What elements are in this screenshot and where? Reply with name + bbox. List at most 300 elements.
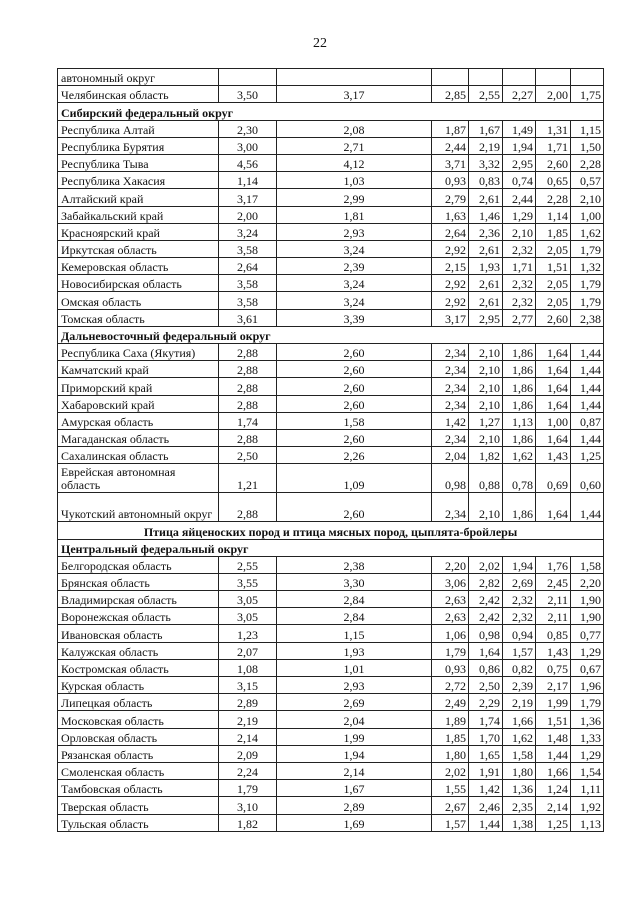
coefficient-value: 1,80: [503, 762, 536, 779]
coefficient-value: 2,28: [536, 189, 571, 206]
coefficient-value: 2,60: [277, 429, 432, 446]
coefficient-value: 2,42: [469, 591, 503, 608]
coefficient-value: 1,65: [469, 745, 503, 762]
coefficient-value: 2,93: [277, 223, 432, 240]
coefficient-value: 1,29: [503, 206, 536, 223]
coefficient-value: 1,94: [503, 556, 536, 573]
coefficient-value: 1,15: [277, 625, 432, 642]
coefficient-value: 1,90: [571, 608, 604, 625]
table-row: [58, 189, 604, 206]
federal-district-heading-row: [58, 326, 604, 343]
coefficient-value: 1,79: [432, 642, 469, 659]
table-row: [58, 309, 604, 326]
coefficient-value: 1,94: [503, 137, 536, 154]
coefficient-value: 2,93: [277, 677, 432, 694]
coefficient-value: 2,35: [503, 797, 536, 814]
coefficient-value: 1,33: [571, 728, 604, 745]
table-row: [58, 412, 604, 429]
coefficient-value: 3,15: [219, 677, 277, 694]
coefficient-value: 0,57: [571, 172, 604, 189]
coefficient-value: 2,14: [219, 728, 277, 745]
coefficient-value: 2,10: [469, 493, 503, 522]
coefficient-value: 2,61: [469, 292, 503, 309]
coefficient-value: [277, 69, 432, 86]
region-name: Республика Саха (Якутия): [58, 344, 219, 361]
coefficient-value: 1,93: [469, 258, 503, 275]
coefficient-value: 1,62: [571, 223, 604, 240]
coefficient-value: 1,96: [571, 677, 604, 694]
coefficient-value: 2,39: [503, 677, 536, 694]
coefficient-value: 3,50: [219, 86, 277, 103]
region-name: Республика Бурятия: [58, 137, 219, 154]
region-name: Тамбовская область: [58, 780, 219, 797]
coefficient-value: 1,25: [536, 814, 571, 831]
coefficient-value: 3,39: [277, 309, 432, 326]
coefficient-value: 1,76: [536, 556, 571, 573]
coefficient-value: 1,74: [469, 711, 503, 728]
coefficient-value: 1,09: [277, 464, 432, 493]
coefficient-value: 2,72: [432, 677, 469, 694]
poultry-category-heading: Птица яйценоских пород и птица мясных пород, цыплята-бройлеры: [58, 522, 604, 539]
coefficient-value: 1,80: [432, 745, 469, 762]
table-row: [58, 69, 604, 86]
coefficient-value: 3,24: [277, 292, 432, 309]
coefficient-value: 1,25: [571, 447, 604, 464]
coefficient-value: 1,64: [536, 493, 571, 522]
federal-district-heading: Дальневосточный федеральный округ: [58, 326, 604, 343]
coefficient-value: 2,77: [503, 309, 536, 326]
coefficient-value: 1,13: [503, 412, 536, 429]
table-row: [58, 694, 604, 711]
coefficient-value: 1,79: [219, 780, 277, 797]
coefficient-value: 2,88: [219, 344, 277, 361]
coefficient-value: 2,02: [432, 762, 469, 779]
coefficient-value: 0,86: [469, 659, 503, 676]
coefficient-value: 1,71: [536, 137, 571, 154]
coefficient-value: 1,82: [469, 447, 503, 464]
coefficient-value: 1,29: [571, 642, 604, 659]
coefficient-value: 2,05: [536, 240, 571, 257]
coefficient-value: 2,04: [277, 711, 432, 728]
coefficient-value: 1,79: [571, 292, 604, 309]
coefficient-value: 2,88: [219, 429, 277, 446]
coefficient-value: 3,24: [277, 240, 432, 257]
region-name: Республика Хакасия: [58, 172, 219, 189]
coefficient-value: 0,85: [536, 625, 571, 642]
coefficient-value: 1,44: [571, 378, 604, 395]
coefficient-value: 2,49: [432, 694, 469, 711]
coefficient-value: 2,32: [503, 275, 536, 292]
table-row: [58, 275, 604, 292]
coefficient-value: 0,94: [503, 625, 536, 642]
coefficient-value: 0,98: [432, 464, 469, 493]
coefficient-value: 1,01: [277, 659, 432, 676]
coefficient-value: 2,11: [536, 608, 571, 625]
coefficient-value: 2,92: [432, 292, 469, 309]
coefficient-value: 2,63: [432, 608, 469, 625]
coefficient-value: 2,10: [469, 429, 503, 446]
region-name: Челябинская область: [58, 86, 219, 103]
coefficient-value: 1,55: [432, 780, 469, 797]
region-name: Кемеровская область: [58, 258, 219, 275]
table-row: [58, 240, 604, 257]
coefficient-value: 1,62: [503, 728, 536, 745]
coefficient-value: 3,71: [432, 154, 469, 171]
coefficient-value: 2,60: [536, 309, 571, 326]
coefficient-value: 2,17: [536, 677, 571, 694]
coefficient-value: 1,67: [469, 120, 503, 137]
coefficient-value: 2,61: [469, 275, 503, 292]
coefficient-value: 1,99: [277, 728, 432, 745]
coefficient-value: 1,51: [536, 258, 571, 275]
coefficient-value: 1,15: [571, 120, 604, 137]
coefficient-value: 1,08: [219, 659, 277, 676]
coefficient-value: 2,20: [432, 556, 469, 573]
coefficient-value: 2,89: [219, 694, 277, 711]
table-row: [58, 762, 604, 779]
coefficient-value: 1,58: [277, 412, 432, 429]
table-row: [58, 711, 604, 728]
coefficient-value: 1,86: [503, 361, 536, 378]
poultry-category-heading-row: [58, 522, 604, 539]
coefficient-value: 1,31: [536, 120, 571, 137]
coefficient-value: 0,74: [503, 172, 536, 189]
coefficient-value: 1,85: [432, 728, 469, 745]
coefficient-value: 2,34: [432, 378, 469, 395]
coefficient-value: 2,82: [469, 573, 503, 590]
coefficient-value: 2,88: [219, 378, 277, 395]
table-row: [58, 86, 604, 103]
coefficient-value: 2,36: [469, 223, 503, 240]
coefficient-value: 1,93: [277, 642, 432, 659]
coefficient-value: 1,29: [571, 745, 604, 762]
table-row: [58, 395, 604, 412]
coefficient-value: 2,44: [432, 137, 469, 154]
region-name: Тульская область: [58, 814, 219, 831]
coefficient-value: 3,58: [219, 292, 277, 309]
coefficient-value: 1,32: [571, 258, 604, 275]
coefficient-value: 2,45: [536, 573, 571, 590]
table-row: [58, 447, 604, 464]
coefficient-value: 1,44: [571, 344, 604, 361]
region-name: Республика Алтай: [58, 120, 219, 137]
coefficient-value: 1,79: [571, 240, 604, 257]
coefficient-value: 0,60: [571, 464, 604, 493]
coefficient-value: 2,32: [503, 591, 536, 608]
coefficient-value: 2,50: [469, 677, 503, 694]
region-name: Московская область: [58, 711, 219, 728]
coefficient-value: 0,93: [432, 659, 469, 676]
coefficient-value: 1,48: [536, 728, 571, 745]
region-name: Рязанская область: [58, 745, 219, 762]
table-row: [58, 591, 604, 608]
coefficient-value: 1,64: [536, 429, 571, 446]
table-row: [58, 493, 604, 522]
coefficient-value: 1,86: [503, 395, 536, 412]
coefficients-table: [57, 68, 604, 832]
region-name: Липецкая область: [58, 694, 219, 711]
region-name: Курская область: [58, 677, 219, 694]
coefficient-value: 2,60: [277, 395, 432, 412]
table-row: [58, 137, 604, 154]
region-name: Еврейская автономная область: [58, 464, 219, 493]
coefficient-value: 1,44: [469, 814, 503, 831]
coefficient-value: 1,99: [536, 694, 571, 711]
coefficient-value: 2,27: [503, 86, 536, 103]
coefficient-value: 4,56: [219, 154, 277, 171]
coefficient-value: 0,93: [432, 172, 469, 189]
region-name: Республика Тыва: [58, 154, 219, 171]
table-row: [58, 625, 604, 642]
coefficient-value: 0,87: [571, 412, 604, 429]
coefficient-value: 1,64: [536, 378, 571, 395]
coefficient-value: 2,26: [277, 447, 432, 464]
coefficient-value: 2,34: [432, 395, 469, 412]
coefficient-value: 1,86: [503, 378, 536, 395]
coefficient-value: 2,24: [219, 762, 277, 779]
coefficient-value: 1,51: [536, 711, 571, 728]
table-row: [58, 361, 604, 378]
coefficient-value: 0,83: [469, 172, 503, 189]
coefficient-value: 3,55: [219, 573, 277, 590]
federal-district-heading: Центральный федеральный округ: [58, 539, 604, 556]
coefficient-value: 2,20: [571, 573, 604, 590]
coefficient-value: 2,39: [277, 258, 432, 275]
coefficient-value: 3,00: [219, 137, 277, 154]
table-row: [58, 728, 604, 745]
coefficient-value: 3,30: [277, 573, 432, 590]
coefficient-value: 3,06: [432, 573, 469, 590]
coefficient-value: 1,43: [536, 642, 571, 659]
table-row: [58, 258, 604, 275]
coefficient-value: 2,32: [503, 292, 536, 309]
region-name: Томская область: [58, 309, 219, 326]
coefficient-value: 2,00: [219, 206, 277, 223]
coefficient-value: 2,61: [469, 240, 503, 257]
coefficient-value: 1,86: [503, 429, 536, 446]
region-name: Брянская область: [58, 573, 219, 590]
coefficient-value: 1,86: [503, 493, 536, 522]
coefficient-value: 1,94: [277, 745, 432, 762]
coefficient-value: 2,50: [219, 447, 277, 464]
coefficient-value: 1,91: [469, 762, 503, 779]
coefficient-value: 1,70: [469, 728, 503, 745]
coefficient-value: 1,64: [469, 642, 503, 659]
region-name: Смоленская область: [58, 762, 219, 779]
coefficient-value: 1,36: [571, 711, 604, 728]
coefficient-value: 2,85: [432, 86, 469, 103]
region-name: Приморский край: [58, 378, 219, 395]
coefficient-value: 1,44: [571, 395, 604, 412]
coefficient-value: 2,34: [432, 361, 469, 378]
table-row: [58, 745, 604, 762]
coefficient-value: 0,78: [503, 464, 536, 493]
coefficient-value: 2,88: [219, 395, 277, 412]
coefficient-value: 2,60: [536, 154, 571, 171]
coefficient-value: 1,06: [432, 625, 469, 642]
coefficient-value: 3,32: [469, 154, 503, 171]
coefficient-value: 2,44: [503, 189, 536, 206]
table-row: [58, 797, 604, 814]
coefficient-value: 0,65: [536, 172, 571, 189]
coefficient-value: 1,23: [219, 625, 277, 642]
coefficient-value: 1,14: [536, 206, 571, 223]
coefficient-value: 2,19: [219, 711, 277, 728]
table-row: [58, 814, 604, 831]
coefficient-value: 1,58: [571, 556, 604, 573]
region-name: Новосибирская область: [58, 275, 219, 292]
coefficient-value: 2,55: [219, 556, 277, 573]
coefficient-value: 1,86: [503, 344, 536, 361]
coefficient-value: 1,81: [277, 206, 432, 223]
region-name: Тверская область: [58, 797, 219, 814]
coefficient-value: 1,90: [571, 591, 604, 608]
table-row: [58, 172, 604, 189]
region-name: Хабаровский край: [58, 395, 219, 412]
coefficient-value: 1,64: [536, 344, 571, 361]
region-name: Красноярский край: [58, 223, 219, 240]
coefficient-value: 2,71: [277, 137, 432, 154]
coefficient-value: 2,38: [277, 556, 432, 573]
coefficient-value: [219, 69, 277, 86]
coefficient-value: 2,34: [432, 429, 469, 446]
coefficient-value: 2,60: [277, 378, 432, 395]
coefficient-value: 2,19: [469, 137, 503, 154]
coefficient-value: 2,60: [277, 361, 432, 378]
coefficient-value: 1,63: [432, 206, 469, 223]
coefficient-value: 0,98: [469, 625, 503, 642]
coefficient-value: 1,74: [219, 412, 277, 429]
coefficient-value: 2,95: [469, 309, 503, 326]
table-row: [58, 154, 604, 171]
coefficient-value: 2,92: [432, 275, 469, 292]
table-row: [58, 344, 604, 361]
coefficient-value: 2,28: [571, 154, 604, 171]
table-body: [58, 69, 604, 832]
coefficient-value: 2,88: [219, 493, 277, 522]
coefficient-value: 1,92: [571, 797, 604, 814]
coefficient-value: 2,42: [469, 608, 503, 625]
coefficient-value: 1,64: [536, 395, 571, 412]
coefficient-value: 1,38: [503, 814, 536, 831]
federal-district-heading-row: [58, 103, 604, 120]
coefficient-value: 2,10: [469, 395, 503, 412]
coefficient-value: 2,69: [277, 694, 432, 711]
coefficient-value: 1,66: [536, 762, 571, 779]
coefficient-value: 1,54: [571, 762, 604, 779]
federal-district-heading-row: [58, 539, 604, 556]
coefficient-value: 1,13: [571, 814, 604, 831]
coefficient-value: 2,15: [432, 258, 469, 275]
region-name: Владимирская область: [58, 591, 219, 608]
coefficient-value: 2,10: [469, 344, 503, 361]
table-row: [58, 677, 604, 694]
coefficient-value: 2,89: [277, 797, 432, 814]
table-row: [58, 464, 604, 493]
coefficient-value: 1,00: [536, 412, 571, 429]
coefficient-value: 1,11: [571, 780, 604, 797]
coefficient-value: 4,12: [277, 154, 432, 171]
table-row: [58, 429, 604, 446]
coefficient-value: 3,05: [219, 591, 277, 608]
coefficient-value: 2,07: [219, 642, 277, 659]
coefficient-value: 1,03: [277, 172, 432, 189]
coefficient-value: 2,60: [277, 493, 432, 522]
coefficient-value: 2,84: [277, 591, 432, 608]
coefficient-value: 3,58: [219, 275, 277, 292]
coefficient-value: 0,82: [503, 659, 536, 676]
coefficient-value: 1,79: [571, 275, 604, 292]
coefficient-value: 2,14: [536, 797, 571, 814]
coefficient-value: 1,58: [503, 745, 536, 762]
coefficient-value: 1,69: [277, 814, 432, 831]
region-name: Магаданская область: [58, 429, 219, 446]
region-name: Омская область: [58, 292, 219, 309]
coefficient-value: 1,42: [469, 780, 503, 797]
coefficient-value: 1,89: [432, 711, 469, 728]
coefficient-value: 2,10: [469, 378, 503, 395]
coefficient-value: 1,00: [571, 206, 604, 223]
coefficient-value: 1,62: [503, 447, 536, 464]
coefficient-value: [536, 69, 571, 86]
coefficient-value: 0,75: [536, 659, 571, 676]
coefficient-value: 1,66: [503, 711, 536, 728]
coefficient-value: 2,60: [277, 344, 432, 361]
coefficient-value: [432, 69, 469, 86]
coefficient-value: 1,57: [503, 642, 536, 659]
coefficient-value: 1,64: [536, 361, 571, 378]
coefficient-value: 1,44: [571, 361, 604, 378]
coefficient-value: 0,67: [571, 659, 604, 676]
federal-district-heading: Сибирский федеральный округ: [58, 103, 604, 120]
coefficient-value: 0,88: [469, 464, 503, 493]
coefficient-value: 2,95: [503, 154, 536, 171]
coefficient-value: 1,27: [469, 412, 503, 429]
coefficient-value: 2,02: [469, 556, 503, 573]
coefficient-value: 2,10: [469, 361, 503, 378]
coefficient-value: 2,69: [503, 573, 536, 590]
coefficient-value: 0,77: [571, 625, 604, 642]
coefficient-value: 1,36: [503, 780, 536, 797]
coefficient-value: 2,14: [277, 762, 432, 779]
coefficient-value: 3,58: [219, 240, 277, 257]
coefficient-value: 3,24: [219, 223, 277, 240]
coefficient-value: 2,19: [503, 694, 536, 711]
coefficient-value: 2,67: [432, 797, 469, 814]
coefficient-value: 1,82: [219, 814, 277, 831]
coefficient-value: 1,79: [571, 694, 604, 711]
coefficient-value: 3,17: [277, 86, 432, 103]
coefficient-value: 2,08: [277, 120, 432, 137]
table-row: [58, 642, 604, 659]
coefficient-value: 2,63: [432, 591, 469, 608]
coefficient-value: [503, 69, 536, 86]
coefficient-value: 3,17: [432, 309, 469, 326]
region-name: Белгородская область: [58, 556, 219, 573]
coefficient-value: 3,24: [277, 275, 432, 292]
table-row: [58, 556, 604, 573]
coefficient-value: 2,64: [432, 223, 469, 240]
region-name: Воронежская область: [58, 608, 219, 625]
coefficient-value: 1,43: [536, 447, 571, 464]
region-name: Сахалинская область: [58, 447, 219, 464]
coefficient-value: 2,38: [571, 309, 604, 326]
region-name: Камчатский край: [58, 361, 219, 378]
coefficient-value: 2,55: [469, 86, 503, 103]
coefficient-value: 2,00: [536, 86, 571, 103]
coefficient-value: 2,61: [469, 189, 503, 206]
coefficient-value: 2,29: [469, 694, 503, 711]
